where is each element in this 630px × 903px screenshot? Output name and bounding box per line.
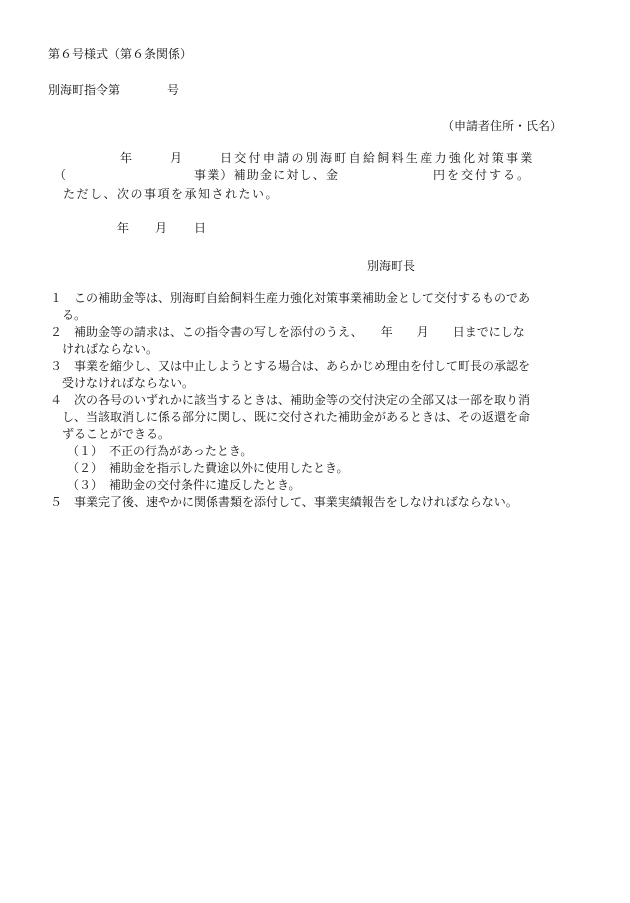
item-text-cont: し、当該取消しに係る部分に関し、既に交付された補助金があるときは、その返還を命 — [62, 410, 531, 424]
subitem-number: （２） — [67, 461, 104, 475]
subcondition-3 — [67, 477, 301, 494]
subcondition-2 — [67, 460, 349, 477]
item-text-cont: ければならない。 — [62, 342, 159, 356]
yen-amount-text: 円を交付する。 — [433, 168, 532, 182]
item-number: ５ — [50, 495, 63, 509]
subcondition-1 — [67, 443, 252, 460]
subitem-text: 補助金を指示した費途以外に使用したとき。 — [109, 461, 349, 475]
issue-month-label: 月 — [155, 221, 168, 235]
item-number: １ — [50, 291, 63, 305]
order-number-label: 別海町指令第 — [48, 83, 121, 97]
proviso-text: ただし、次の事項を承知されたい。 — [63, 187, 280, 201]
project-open-paren: （ — [54, 168, 67, 182]
item-text-cont: 受けなければならない。 — [62, 376, 195, 390]
item-number: ４ — [50, 393, 63, 407]
application-month-label: 月 — [170, 151, 183, 165]
subitem-text: 不正の行為があったとき。 — [109, 444, 253, 458]
item-text-cont: る。 — [62, 308, 87, 322]
mayor-signature: 別海町長 — [367, 259, 416, 273]
subitem-text: 補助金の交付条件に違反したとき。 — [109, 478, 301, 492]
item-text-cont: ずることができる。 — [62, 427, 171, 441]
item-text: 次の各号のいずれかに該当するときは、補助金等の交付決定の全部又は一部を取り消 — [74, 393, 531, 407]
subitem-number: （１） — [67, 444, 104, 458]
form-number: 第６号様式（第６条関係） — [48, 47, 193, 61]
item-text: この補助金等は、別海町自給飼料生産力強化対策事業補助金として交付するものであ — [74, 291, 531, 305]
order-number-suffix: 号 — [167, 83, 180, 97]
item-text: 事業完了後、速やかに関係書類を添付して、事業実績報告をしなければならない。 — [74, 495, 518, 509]
application-day-text: 日交付申請の別海町自給飼料生産力強化対策事業 — [220, 151, 535, 165]
issue-year-label: 年 — [117, 221, 130, 235]
issue-day-label: 日 — [194, 221, 207, 235]
item-number: ３ — [50, 359, 63, 373]
subitem-number: （３） — [67, 478, 104, 492]
item-text: 事業を縮少し、又は中止しようとする場合は、あらかじめ理由を付して町長の承認を — [74, 359, 531, 373]
project-subsidy-text: 事業）補助金に対し、金 — [194, 168, 340, 182]
applicant-address-name: （申請者住所・氏名） — [442, 119, 563, 133]
item-number: ２ — [50, 325, 63, 339]
application-year-label: 年 — [120, 151, 133, 165]
item-text: 補助金等の請求は、この指令書の写しを添付のうえ、 年 月 日までにしな — [74, 325, 525, 339]
